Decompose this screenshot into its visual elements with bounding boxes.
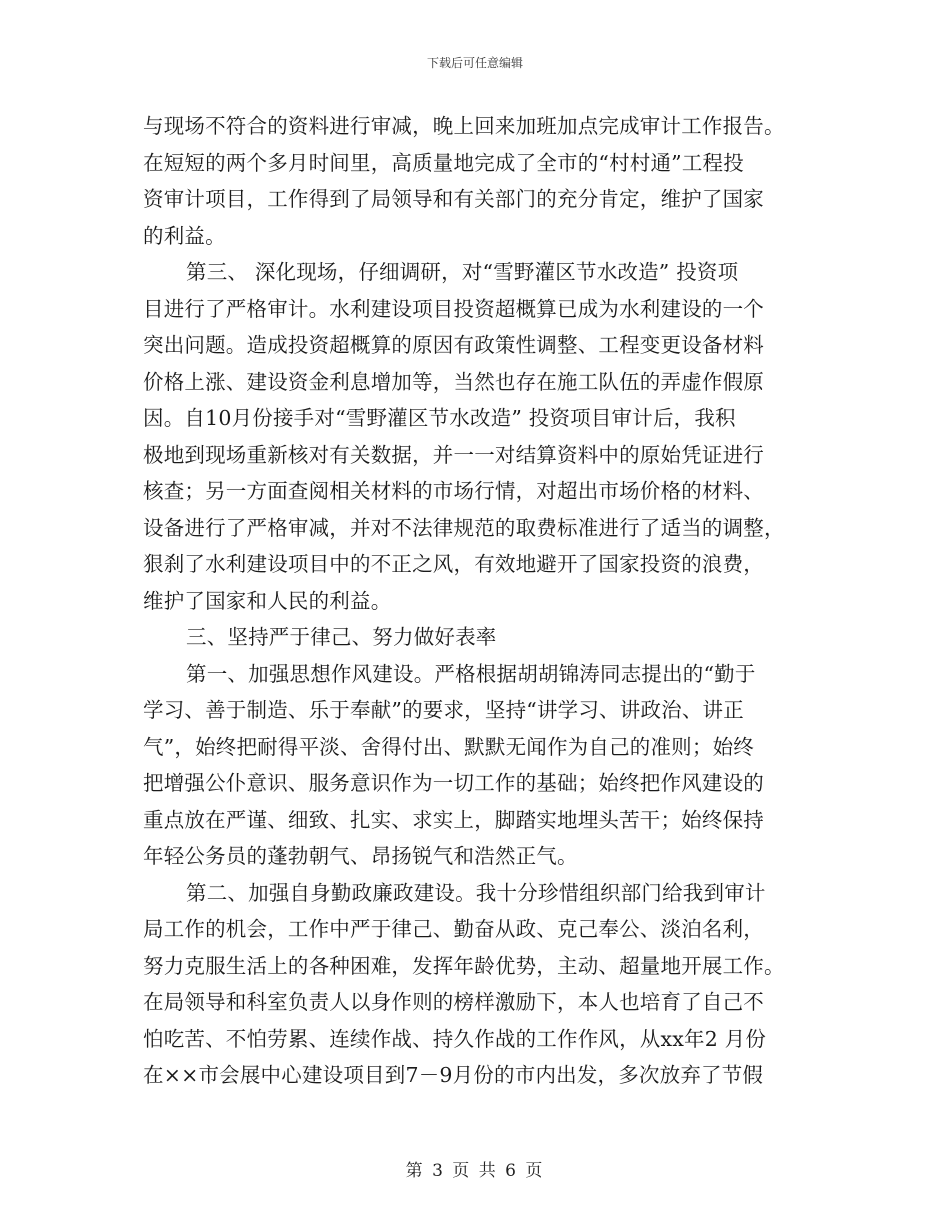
text-line: 设备进行了严格审减，并对不法律规范的取费标准进行了适当的调整， xyxy=(143,515,785,540)
text-line: 在××市会展中心建设项目到7－9月份的市内出发，多次放弃了节假 xyxy=(143,1063,764,1087)
text-line: 局工作的机会，工作中严于律己、勤奋从政、克己奉公、淡泊名利， xyxy=(143,917,764,941)
section-heading: 三、坚持严于律己、努力做好表率 xyxy=(186,625,497,649)
text-line: 维护了国家和人民的利益。 xyxy=(143,588,392,613)
text-line: 狠刹了水利建设项目中的不正之风，有效地避开了国家投资的浪费， xyxy=(143,552,764,576)
text-line: 与现场不符合的资料进行审减，晚上回来加班加点完成审计工作报告。 xyxy=(143,114,785,138)
text-line: 努力克服生活上的各种困难，发挥年龄优势，主动、超量地开展工作。 xyxy=(143,953,785,978)
page-header: 下载后可任意编辑 xyxy=(426,56,523,70)
paragraph-start-line: 第一、加强思想作风建设。严格根据胡胡锦涛同志提出的“勤于 xyxy=(186,661,756,686)
text-line: 把增强公仆意识、服务意识作为一切工作的基础；始终把作风建设的 xyxy=(143,771,764,795)
text-line: 突出问题。造成投资超概算的原因有政策性调整、工程变更设备材料 xyxy=(143,333,764,357)
text-line: 气”，始终把耐得平淡、舍得付出、默默无闻作为自己的准则；始终 xyxy=(143,734,754,759)
document-body xyxy=(143,108,833,1094)
text-line: 价格上涨、建设资金利息增加等，当然也存在施工队伍的弄虚作假原 xyxy=(143,369,764,394)
paragraph-start-line: 第二、加强自身勤政廉政建设。我十分珍惜组织部门给我到审计 xyxy=(186,880,766,905)
text-line: 重点放在严谨、细致、扎实、求实上，脚踏实地埋头苦干；始终保持 xyxy=(143,807,764,832)
text-line: 学习、善于制造、乐于奉献”的要求，坚持“讲学习、讲政治、讲正 xyxy=(143,698,744,722)
text-line: 怕吃苦、不怕劳累、连续作战、持久作战的工作作风，从xx年2 月份 xyxy=(143,1026,767,1051)
text-line: 核查；另一方面查阅相关材料的市场行情，对超出市场价格的材料、 xyxy=(143,479,764,503)
text-line: 因。自10月份接手对“雪野灌区节水改造” 投资项目审计后，我积 xyxy=(143,406,736,430)
text-line: 在局领导和科室负责人以身作则的榜样激励下，本人也培育了自己不 xyxy=(143,990,764,1014)
text-line: 极地到现场重新核对有关数据，并一一对结算资料中的原始凭证进行 xyxy=(143,442,764,467)
text-line: 的利益。 xyxy=(143,223,226,248)
text-line: 年轻公务员的蓬勃朝气、昂扬锐气和浩然正气。 xyxy=(143,844,578,868)
page-footer: 第 3 页 共 6 页 xyxy=(405,1161,545,1181)
text-line: 资审计项目，工作得到了局领导和有关部门的充分肯定，维护了国家 xyxy=(143,187,764,211)
paragraph-start-line: 第三、 深化现场，仔细调研，对“雪野灌区节水改造” 投资项 xyxy=(186,260,739,284)
text-line: 在短短的两个多月时间里，高质量地完成了全市的“村村通”工程投 xyxy=(143,150,744,175)
text-line: 目进行了严格审计。水利建设项目投资超概算已成为水利建设的一个 xyxy=(143,296,764,321)
